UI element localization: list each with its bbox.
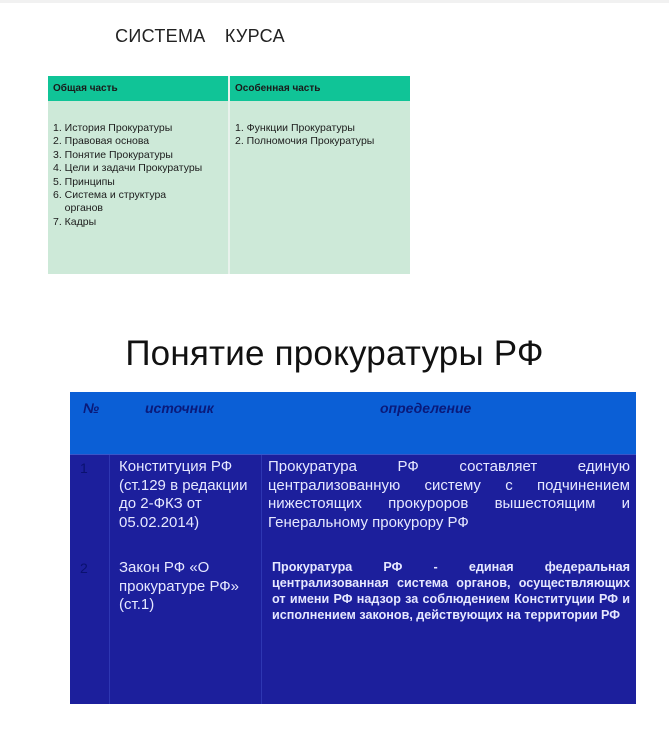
general-part-cell: [48, 101, 228, 274]
course-table: [48, 76, 410, 274]
special-part-list: [235, 122, 374, 149]
general-part-header: Общая часть: [48, 76, 228, 101]
row-2-num: 2: [80, 560, 88, 576]
list-item: 5. Принципы: [53, 175, 115, 188]
list-item: органов: [53, 202, 104, 215]
row-1-definition: Прокуратура РФ составляет единую централизованную систему с подчинением нижестоящих прокуроров вышестоящим и Генеральному прокурору РФ: [268, 458, 630, 531]
list-item: 2. Полномочия Прокуратуры: [235, 135, 375, 148]
list-item: 1. История Прокуратуры: [53, 122, 173, 134]
special-part-header: Особенная часть: [230, 76, 410, 101]
definitions-table: [70, 392, 636, 704]
list-item: 4. Цели и задачи Прокуратуры: [53, 162, 203, 175]
row-1-num: 1: [80, 460, 88, 476]
header-num: №: [83, 400, 100, 416]
general-part-list: [53, 122, 202, 229]
course-system-title: СИСТЕМА КУРСА: [115, 26, 285, 46]
list-item: 6. Система и структура: [53, 189, 167, 202]
row-2-definition: Прокуратура РФ - единая федеральная централизованная система органов, осуществляющих от имени РФ надзор за соблюдением Конституции РФ и исполнением законов, действующих на территории РФ: [272, 560, 630, 622]
definitions-header-row: [70, 392, 636, 455]
list-item: 1. Функции Прокуратуры: [235, 122, 355, 134]
header-definition: определение: [380, 400, 472, 416]
header-source: источник: [145, 400, 214, 416]
list-item: 7. Кадры: [53, 215, 97, 228]
row-1-source: Конституция РФ (ст.129 в редакции до 2-ФКЗ от 05.02.2014): [119, 458, 248, 531]
header-divider: [70, 454, 636, 455]
special-part-cell: [230, 101, 410, 274]
top-strip: [0, 0, 669, 3]
column-divider: [109, 455, 110, 704]
column-divider: [228, 76, 230, 274]
column-divider: [261, 455, 262, 704]
definitions-body: [70, 455, 636, 704]
list-item: 2. Правовая основа: [53, 135, 150, 148]
list-item: 3. Понятие Прокуратуры: [53, 148, 173, 161]
row-2-source: Закон РФ «О прокуратуре РФ» (ст.1): [119, 559, 240, 613]
page-title: Понятие прокуратуры РФ: [125, 334, 544, 373]
